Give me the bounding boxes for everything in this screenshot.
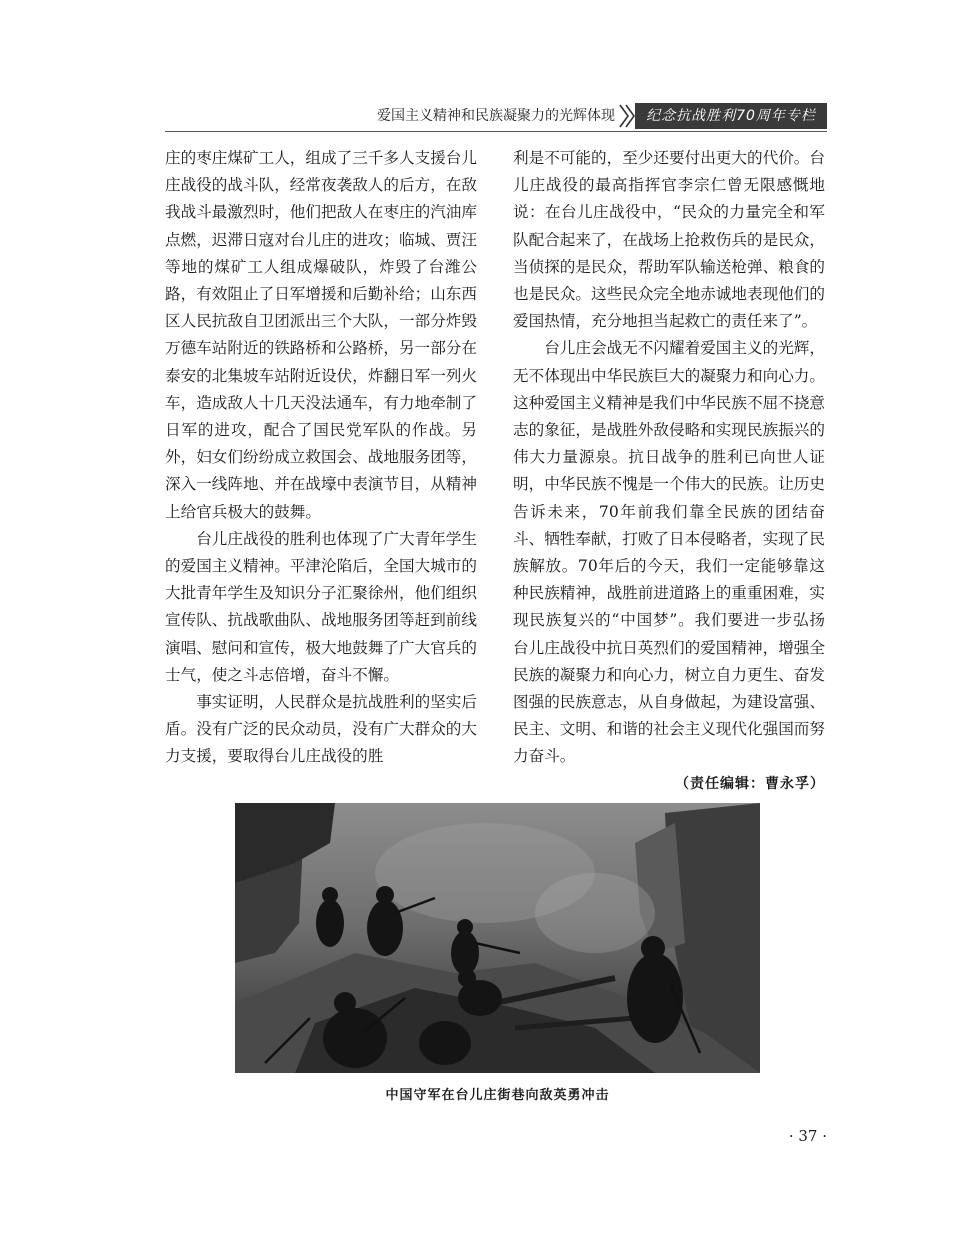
battle-photo	[235, 803, 760, 1073]
text-column-right	[513, 145, 825, 798]
figure-caption: 中国守军在台儿庄街巷向敌英勇冲击	[385, 1088, 610, 1103]
header-column-title: 纪念抗战胜利70周年专栏	[635, 103, 827, 129]
paragraph-students: 台儿庄战役的胜利也体现了广大青年学生的爱国主义精神。平津沦陷后，全国大城市的大批青年学生及知识分子汇聚徐州，他们组织宣传队、抗战歌曲队、战地服务团等赶到前线演唱、慰问和宣传，极大地鼓舞了广大官兵的士气，使之斗志倍增，奋斗不懈。	[165, 529, 477, 684]
header-rule	[165, 131, 827, 132]
page-number: · 37 ·	[788, 1127, 827, 1145]
header-article-title: 爱国主义精神和民族凝聚力的光辉体现	[377, 108, 615, 124]
text-column-left	[165, 145, 477, 771]
paragraph-masses: 事实证明，人民群众是抗战胜利的坚实后盾。没有广泛的民众动员，没有广大群众的大力支援，要取得台儿庄战役的胜	[165, 693, 477, 766]
paragraph-conclusion: 台儿庄会战无不闪耀着爱国主义的光辉，无不体现出中华民族巨大的凝聚力和向心力。这种爱国主义精神是我们中华民族不屈不挠意志的象征，是战胜外敌侵略和实现民族振兴的伟大力量源泉。抗日战争的胜利已向世人证明，中华民族不愧是一个伟大的民族。让历史告诉未来，70年前我们靠全民族的团结奋斗、牺牲奉献，打败了日本侵略者，实现了民族解放。70年后的今天，我们一定能够靠这种民族精神，战胜前进道路上的重重困难，实现民族复兴的“中国梦”。我们要进一步弘扬台儿庄战役中抗日英烈们的爱国精神，增强全民族的凝聚力和向心力，树立自力更生、奋发图强的民族意志，从自身做起，为建设富强、民主、文明、和谐的社会主义现代化强国而努力奋斗。	[513, 339, 825, 766]
paragraph-continued: 庄的枣庄煤矿工人，组成了三千多人支援台儿庄战役的战斗队，经常夜袭敌人的后方，在敌我战斗最激烈时，他们把敌人在枣庄的汽油库点燃，迟滞日寇对台儿庄的进攻；临城、贾汪等地的煤矿工人组成爆破队，炸毁了台潍公路，有效阻止了日军增援和后勤补给；山东西区人民抗敌自卫团派出三个大队，一部分炸毁万德车站附近的铁路桥和公路桥，另一部分在泰安的北集坡车站附近设伏，炸翻日军一列火车，造成敌人十几天没法通车，有力地牵制了日军的进攻，配合了国民党军队的作战。另外，妇女们纷纷成立救国会、战地服务团等，深入一线阵地、并在战壕中表演节目，从精神上给官兵极大的鼓舞。	[165, 149, 477, 521]
paragraph-quote: 利是不可能的，至少还要付出更大的代价。台儿庄战役的最高指挥官李宗仁曾无限感慨地说：在台儿庄战役中，“民众的力量完全和军队配合起来了，在战场上抢救伤兵的是民众，当侦探的是民众，帮助军队输送枪弹、粮食的也是民众。这些民众完全地赤诚地表现他们的爱国热情，充分地担当起救亡的责任来了”。	[513, 149, 825, 331]
editor-credit: （责任编辑：曹永孚）	[675, 775, 825, 792]
running-header	[165, 103, 827, 129]
